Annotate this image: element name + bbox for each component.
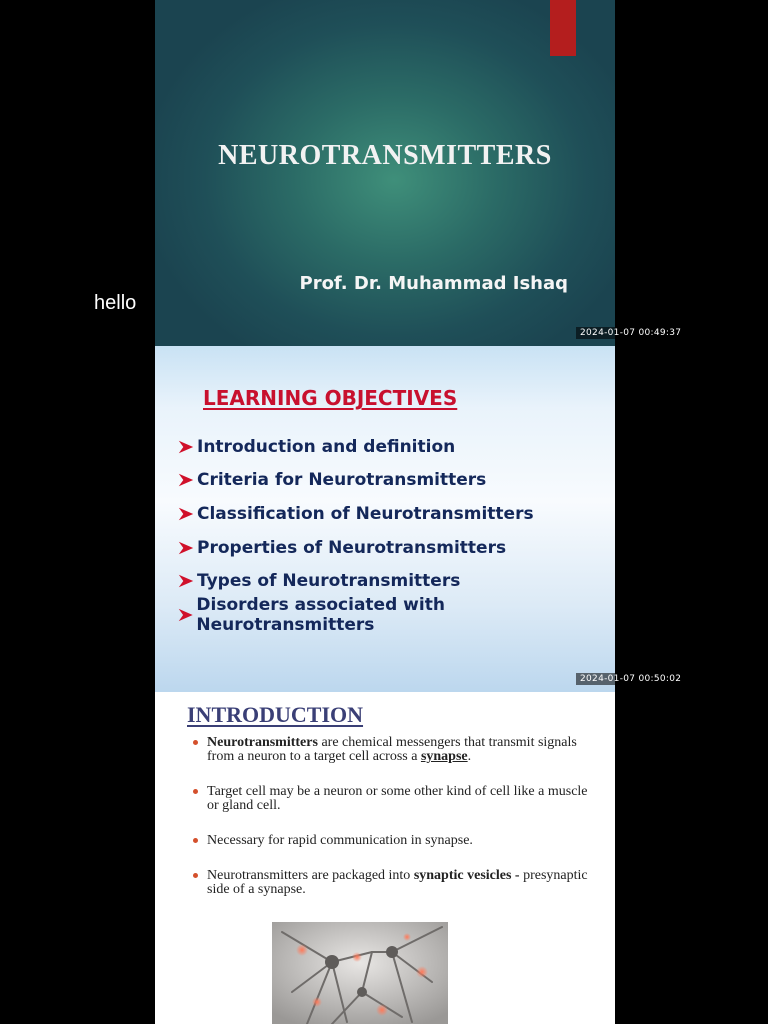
bullet-text-end: presynaptic side of a synapse. bbox=[207, 868, 588, 897]
bullet-text-end: . bbox=[467, 749, 472, 764]
bullet-text: are chemical messengers that transmit signals from a neuron to a target cell across a bbox=[207, 735, 577, 764]
introduction-bullets bbox=[191, 736, 601, 918]
bold-term: synaptic vesicles - bbox=[413, 868, 520, 883]
bullet-text: Target cell may be a neuron or some other kind of cell like a muscle or gland cell. bbox=[207, 784, 588, 813]
objectives-list bbox=[177, 430, 615, 635]
list-item-label: Types of Neurotransmitters bbox=[197, 571, 461, 592]
list-item-label: Disorders associated with Neurotransmitters bbox=[196, 594, 445, 635]
list-item-label: Introduction and definition bbox=[197, 436, 456, 457]
introduction-heading: INTRODUCTION bbox=[187, 702, 364, 727]
list-item-label: Classification of Neurotransmitters bbox=[197, 503, 534, 524]
red-arrow-icon bbox=[177, 471, 195, 489]
slide-title: NEUROTRANSMITTERS bbox=[218, 140, 552, 171]
red-arrow-icon bbox=[177, 572, 195, 590]
list-item bbox=[191, 785, 601, 813]
slide-author: Prof. Dr. Muhammad Ishaq bbox=[299, 273, 568, 294]
list-item bbox=[177, 497, 615, 531]
bullet-dot bbox=[193, 740, 198, 745]
red-arrow-icon bbox=[177, 539, 195, 557]
introduction-slide bbox=[155, 692, 615, 1024]
objectives-slide bbox=[155, 346, 615, 692]
list-item bbox=[177, 464, 615, 498]
list-item bbox=[177, 564, 615, 598]
list-item bbox=[177, 531, 615, 565]
bullet-dot bbox=[193, 789, 198, 794]
red-accent-tab bbox=[550, 0, 576, 56]
red-arrow-icon bbox=[177, 438, 195, 456]
list-item bbox=[177, 594, 615, 635]
red-arrow-icon bbox=[177, 606, 194, 624]
timestamp: 2024-01-07 00:49:37 bbox=[576, 327, 685, 339]
neuron-network-image bbox=[272, 922, 448, 1024]
list-item bbox=[191, 834, 601, 848]
list-item bbox=[177, 430, 615, 464]
bullet-dot bbox=[193, 873, 198, 878]
list-item-label: Properties of Neurotransmitters bbox=[197, 537, 507, 558]
red-arrow-icon bbox=[177, 505, 195, 523]
timestamp: 2024-01-07 00:50:02 bbox=[576, 673, 685, 685]
list-item-label: Criteria for Neurotransmitters bbox=[197, 470, 487, 491]
objectives-heading: LEARNING OBJECTIVES bbox=[203, 386, 458, 410]
title-slide bbox=[155, 0, 615, 346]
bold-term: Neurotransmitters bbox=[207, 735, 318, 750]
synapse-term: synapse bbox=[420, 749, 468, 764]
bullet-text: Necessary for rapid communication in synapse. bbox=[207, 833, 473, 848]
list-item bbox=[191, 869, 601, 897]
bullet-dot bbox=[193, 838, 198, 843]
list-item bbox=[191, 736, 601, 764]
bullet-text: Neurotransmitters are packaged into bbox=[207, 868, 414, 883]
caption-text: hello bbox=[94, 292, 137, 314]
